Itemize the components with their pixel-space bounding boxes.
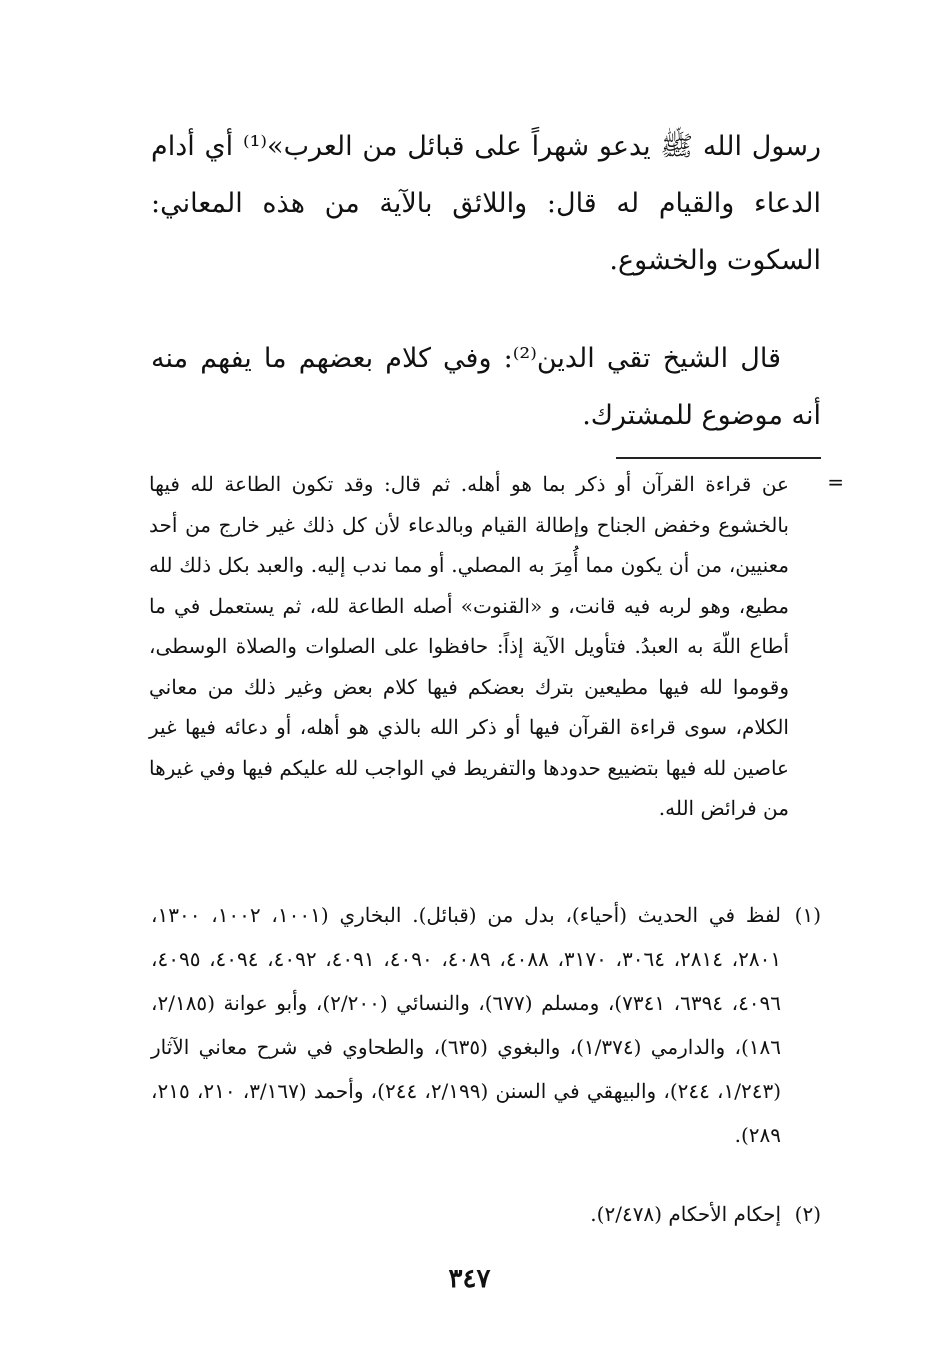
footnote-2-number: (٢) bbox=[794, 1202, 821, 1226]
footnote-2 bbox=[151, 1192, 821, 1236]
main-paragraph-1: رسول الله ﷺ يدعو شهراً على قبائل من العرب»⁽¹⁾ أي أدام الدعاء والقيام له قال: واللائق بالآية من هذه المعاني: السكوت والخشوع. bbox=[151, 131, 821, 276]
footnote-1 bbox=[151, 893, 821, 1157]
footnote-continuation-mark: = bbox=[827, 470, 844, 494]
footnote-continuation: عن قراءة القرآن أو ذكر بما هو أهله. ثم قال: وقد تكون الطاعة لله فيها بالخشوع وخفض الجناح وإطالة القيام وبالدعاء لأن كل ذلك غير خارج من أحد معنيين، من أن يكون مما أُمِرَ به المصلي. أو مما ندب إليه. والعبد بكل ذلك لله مطيع، وهو لربه فيه قانت، و «القنوت» أصله الطاعة لله، ثم يستعمل في ما أطاع اللّهَ به العبدُ. فتأويل الآية إذاً: حافظوا على الصلوات والصلاة الوسطى، وقوموا لله فيها مطيعين بترك بعضكم فيها كلام بعض وغير ذلك من معاني الكلام، سوى قراءة القرآن فيها أو ذكر الله بالذي هو أهله، أو دعائه فيها غير عاصين لله فيها بتضييع حدودها والتفريط في الواجب لله عليكم فيها وفي غيرها من فرائض الله. bbox=[149, 472, 789, 820]
page-number: ٣٤٧ bbox=[448, 1264, 491, 1294]
main-paragraph-2: قال الشيخ تقي الدين⁽²⁾: وفي كلام بعضهم ما يفهم منه أنه موضوع للمشترك. bbox=[151, 343, 821, 431]
footnote-separator bbox=[616, 457, 821, 459]
footnote-1-text: لفظ في الحديث (أحياء)، بدل من (قبائل). البخاري (١٠٠١، ١٠٠٢، ١٣٠٠، ٢٨٠١، ٢٨١٤، ٣٠٦٤، ٣١٧٠، ٤٠٨٨، ٤٠٨٩، ٤٠٩٠، ٤٠٩١، ٤٠٩٢، ٤٠٩٤، ٤٠٩٥، ٤٠٩٦، ٦٣٩٤، ٧٣٤١)، ومسلم (٦٧٧)، والنسائي (٢/٢٠٠)، وأبو عوانة (٢/١٨٥، ١٨٦)، والدارمي (١/٣٧٤)، والبغوي (٦٣٥)، والطحاوي في شرح معاني الآثار (١/٢٤٣، ٢٤٤)، والبيهقي في السنن (٢/١٩٩، ٢٤٤)، وأحمد (٣/١٦٧، ٢١٠، ٢١٥، ٢٨٩). bbox=[151, 903, 782, 1147]
footnote-2-text: إحكام الأحكام (٢/٤٧٨). bbox=[590, 1202, 781, 1226]
footnote-1-number: (١) bbox=[794, 903, 821, 927]
